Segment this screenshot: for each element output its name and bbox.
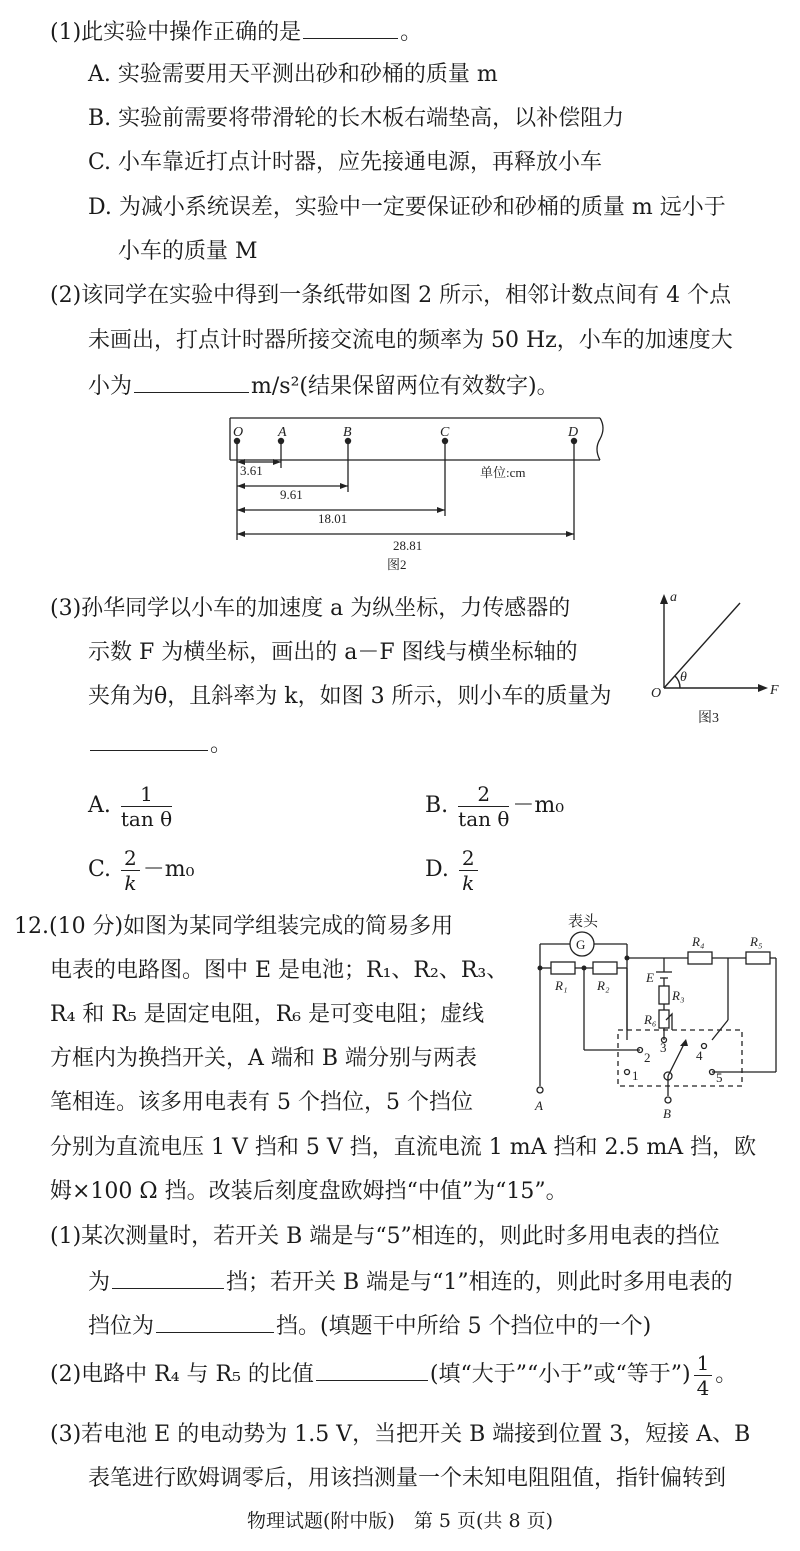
- label-a: A: [278, 425, 287, 440]
- terminal-b: B: [663, 1106, 671, 1121]
- distance-oa: 3.61: [240, 463, 263, 478]
- q11-part2-line2: 未画出，打点计时器所接交流电的频率为 50 Hz，小车的加速度大: [88, 328, 733, 353]
- q11-part3-line1: (3)孙华同学以小车的加速度 a 为纵坐标，力传感器的: [50, 596, 571, 621]
- q12-part2: (2)电路中 R₄ 与 R₅ 的比值 (填“大于”“小于”或“等于”) $\frac{1}{4}$ 。: [50, 1350, 738, 1400]
- option-3d: D. $\frac{2}{k}$: [425, 844, 481, 896]
- label-r4: R₄: [692, 934, 705, 949]
- q12-line2: 电表的电路图。图中 E 是电池；R₁、R₂、R₃、: [50, 958, 509, 983]
- q12-line5: 笔相连。该多用电表有 5 个挡位，5 个挡位: [50, 1090, 473, 1115]
- q12-line6: 分别为直流电压 1 V 挡和 5 V 挡，直流电流 1 mA 挡和 2.5 mA 挡，欧: [50, 1135, 757, 1160]
- q12-line1: 12.(10 分)如图为某同学组装完成的简易多用: [14, 914, 454, 939]
- q12-line3: R₄ 和 R₅ 是固定电阻，R₆ 是可变电阻；虚线: [50, 1002, 485, 1027]
- q11-part3-line3: 夹角为θ，且斜率为 k，如图 3 所示，则小车的质量为: [88, 684, 612, 709]
- position-4: 4: [696, 1048, 703, 1063]
- figure-3-caption: 图3: [698, 711, 719, 726]
- option-d-continued: 小车的质量 M: [118, 239, 258, 264]
- origin-label: O: [651, 686, 662, 701]
- distance-ob: 9.61: [280, 487, 303, 502]
- terminal-a: A: [535, 1098, 543, 1113]
- option-a: A. 实验需要用天平测出砂和砂桶的质量 m: [88, 62, 498, 87]
- q12-part3-line1: (3)若电池 E 的电动势为 1.5 V，当把开关 B 端接到位置 3，短接 A、B: [50, 1422, 751, 1447]
- q12-line7: 姆×100 Ω 挡。改装后刻度盘欧姆挡“中值”为“15”。: [50, 1179, 568, 1204]
- distance-od: 28.81: [393, 538, 423, 553]
- q12-part1-line2: 为 挡；若开关 B 端是与“1”相连的，则此时多用电表的: [88, 1266, 733, 1298]
- option-3c: C. $\frac{2}{k}$ －m₀: [88, 845, 195, 895]
- meter-label: 表头: [568, 914, 599, 930]
- label-r5: R₅: [750, 934, 763, 949]
- option-d: D. 为减小系统误差，实验中一定要保证砂和砂桶的质量 m 远小于: [88, 195, 726, 220]
- resistor-r2: [593, 962, 617, 974]
- g-symbol: G: [576, 937, 586, 952]
- label-c: C: [440, 425, 450, 440]
- label-r2: R₂: [597, 978, 610, 993]
- q11-part3-line2: 示数 F 为横坐标，画出的 a－F 图线与横坐标轴的: [88, 640, 578, 665]
- q12-line4: 方框内为换挡开关，A 端和 B 端分别与两表: [50, 1046, 478, 1071]
- q11-part2-line1: (2)该同学在实验中得到一条纸带如图 2 所示，相邻计数点间有 4 个点: [50, 283, 732, 308]
- option-3b: B. $\frac{2}{\text{tan θ}}$ －m₀: [425, 781, 565, 831]
- position-1: 1: [632, 1068, 639, 1083]
- answer-blank[interactable]: [156, 1310, 274, 1333]
- figure-2-caption: 图2: [387, 557, 407, 572]
- resistor-r1: [551, 962, 575, 974]
- label-r3: R₃: [672, 988, 685, 1003]
- x-axis-label: F: [770, 683, 779, 698]
- q11-part1-stem: (1)此实验中操作正确的是 。: [50, 16, 422, 48]
- angle-label: θ: [680, 670, 687, 685]
- resistor-r5: [746, 952, 770, 964]
- answer-blank[interactable]: [316, 1358, 428, 1381]
- q12-part1-line3: 挡位为 挡。(填题干中所给 5 个挡位中的一个): [88, 1310, 651, 1342]
- label-o: O: [233, 425, 244, 440]
- label-e: E: [646, 970, 654, 985]
- label-r1: R₁: [555, 978, 568, 993]
- unit-label: 单位:cm: [480, 465, 526, 480]
- position-3: 3: [660, 1040, 667, 1055]
- resistor-r3: [659, 986, 669, 1004]
- option-c: C. 小车靠近打点计时器，应先接通电源，再释放小车: [88, 150, 603, 175]
- y-axis-label: a: [670, 590, 677, 605]
- page-footer: 物理试题(附中版) 第 5 页(共 8 页): [247, 1510, 553, 1532]
- option-3a: A. $\frac{1}{\text{tan θ}}$: [88, 781, 173, 831]
- q12-part1-line1: (1)某次测量时，若开关 B 端是与“5”相连的，则此时多用电表的挡位: [50, 1224, 720, 1249]
- q11-part3-line4: 。: [88, 728, 232, 760]
- q12-part3-line2: 表笔进行欧姆调零后，用该挡测量一个未知电阻阻值，指针偏转到: [88, 1466, 727, 1491]
- label-b: B: [343, 425, 352, 440]
- option-b: B. 实验前需要将带滑轮的长木板右端垫高，以补偿阻力: [88, 106, 625, 131]
- answer-blank[interactable]: [112, 1266, 224, 1289]
- position-2: 2: [644, 1050, 651, 1065]
- distance-oc: 18.01: [318, 511, 348, 526]
- q11-part2-line3: 小为 m/s²(结果保留两位有效数字)。: [88, 370, 559, 402]
- resistor-r4: [688, 952, 712, 964]
- position-5: 5: [716, 1070, 723, 1085]
- label-r6: R₆: [644, 1012, 657, 1027]
- label-d: D: [568, 425, 579, 440]
